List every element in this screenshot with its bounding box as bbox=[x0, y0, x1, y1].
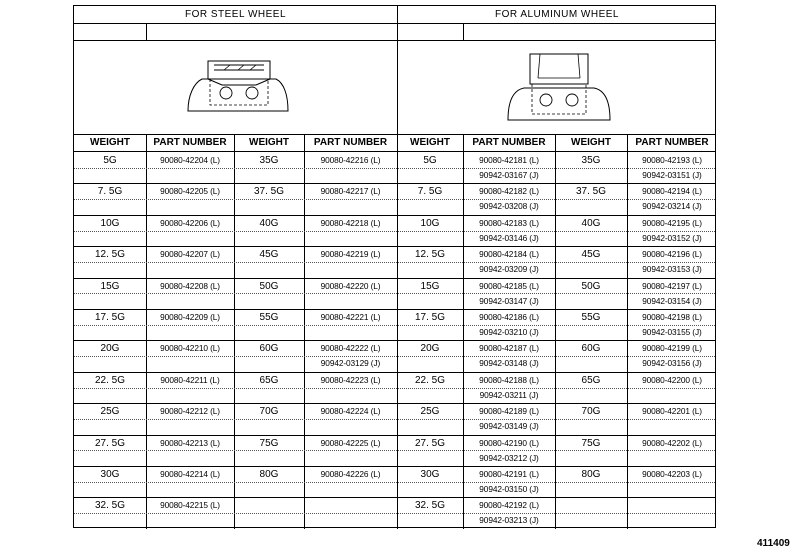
part-number-cell: 90080-42187 (L) bbox=[479, 343, 539, 354]
weight-cell: 20G bbox=[100, 343, 120, 355]
part-number-cell: 90080-42193 (L) bbox=[642, 155, 702, 165]
part-number-cell-secondary: 90942-03153 (J) bbox=[642, 264, 702, 275]
weight-cell: 10G bbox=[420, 217, 440, 229]
part-number-cell: 90080-42194 (L) bbox=[642, 186, 702, 197]
part-number-cell-secondary: 90942-03150 (J) bbox=[479, 484, 539, 494]
weight-cell: 32. 5G bbox=[414, 500, 446, 512]
col-header-part-number: PART NUMBER bbox=[153, 137, 227, 148]
row-rule bbox=[74, 372, 715, 373]
part-number-cell: 90080-42200 (L) bbox=[642, 374, 702, 385]
weight-cell: 35G bbox=[259, 155, 279, 166]
weight-cell: 15G bbox=[420, 280, 440, 292]
part-number-cell-secondary: 90942-03211 (J) bbox=[479, 389, 539, 400]
weight-cell: 75G bbox=[259, 437, 279, 449]
part-number-cell: 90080-42211 (L) bbox=[160, 374, 220, 385]
part-number-cell: 90080-42213 (L) bbox=[160, 437, 220, 448]
row-mid-rule bbox=[74, 419, 715, 420]
weight-cell: 70G bbox=[259, 406, 279, 418]
row-mid-rule bbox=[74, 199, 715, 200]
weight-cell: 30G bbox=[420, 469, 440, 480]
steel-wheel-header: FOR STEEL WHEEL bbox=[184, 9, 287, 20]
subheader-divider bbox=[146, 23, 147, 40]
col-header-weight: WEIGHT bbox=[571, 137, 611, 148]
row-mid-rule bbox=[74, 325, 715, 326]
part-number-cell: 90080-42188 (L) bbox=[479, 374, 539, 385]
part-number-cell-secondary: 90942-03155 (J) bbox=[642, 327, 702, 337]
part-number-cell: 90080-42195 (L) bbox=[642, 217, 702, 228]
part-number-cell-secondary: 90942-03209 (J) bbox=[479, 264, 539, 275]
part-number-cell: 90080-42226 (L) bbox=[320, 469, 381, 479]
part-number-cell-secondary: 90942-03154 (J) bbox=[642, 295, 702, 306]
weight-cell: 5G bbox=[423, 155, 437, 166]
part-number-cell: 90080-42196 (L) bbox=[642, 249, 702, 260]
part-number-cell-secondary: 90942-03212 (J) bbox=[479, 452, 539, 463]
parts-table bbox=[73, 5, 716, 528]
part-number-cell: 90080-42197 (L) bbox=[642, 280, 702, 291]
weight-cell: 50G bbox=[581, 280, 601, 292]
weight-cell: 65G bbox=[259, 374, 279, 386]
part-number-cell-secondary: 90942-03149 (J) bbox=[479, 421, 539, 432]
part-number-cell-secondary: 90942-03167 (J) bbox=[479, 170, 539, 180]
part-number-cell-secondary: 90942-03148 (J) bbox=[479, 358, 539, 369]
weight-cell: 17. 5G bbox=[94, 312, 126, 323]
row-mid-rule bbox=[74, 231, 715, 232]
weight-cell: 20G bbox=[420, 343, 440, 355]
weight-cell: 35G bbox=[581, 155, 601, 166]
part-number-cell: 90080-42186 (L) bbox=[479, 312, 539, 322]
part-number-cell-secondary: 90942-03214 (J) bbox=[642, 201, 702, 212]
weight-cell: 12. 5G bbox=[414, 249, 446, 261]
part-number-cell: 90080-42202 (L) bbox=[642, 437, 702, 448]
weight-cell: 55G bbox=[581, 312, 601, 323]
row-mid-rule bbox=[74, 262, 715, 263]
figure-number: 411409 bbox=[757, 538, 790, 549]
part-number-cell: 90080-42209 (L) bbox=[160, 312, 220, 322]
part-number-cell: 90080-42225 (L) bbox=[320, 437, 381, 448]
row-rule bbox=[74, 246, 715, 247]
weight-cell: 55G bbox=[259, 312, 279, 323]
col-header-part-number: PART NUMBER bbox=[635, 137, 709, 148]
part-number-cell: 90080-42208 (L) bbox=[160, 280, 220, 291]
part-number-cell: 90080-42222 (L) bbox=[320, 343, 381, 354]
weight-cell: 45G bbox=[259, 249, 279, 261]
weight-cell: 50G bbox=[259, 280, 279, 292]
weight-cell: 60G bbox=[581, 343, 601, 355]
part-number-cell: 90080-42181 (L) bbox=[479, 155, 539, 165]
part-number-cell: 90080-42218 (L) bbox=[320, 217, 381, 228]
part-number-cell-secondary: 90942-03208 (J) bbox=[479, 201, 539, 212]
row-rule bbox=[74, 403, 715, 404]
part-number-cell: 90080-42215 (L) bbox=[160, 500, 220, 511]
part-number-cell: 90080-42210 (L) bbox=[160, 343, 220, 354]
row-rule bbox=[74, 183, 715, 184]
row-rule bbox=[74, 278, 715, 279]
row-rule bbox=[74, 340, 715, 341]
weight-cell: 22. 5G bbox=[414, 374, 446, 386]
rule bbox=[74, 40, 715, 41]
weight-cell: 80G bbox=[259, 469, 279, 480]
rule bbox=[74, 23, 715, 24]
aluminum-wheel-header: FOR ALUMINUM WHEEL bbox=[494, 9, 619, 20]
rule bbox=[74, 134, 715, 135]
part-number-cell-secondary: 90942-03152 (J) bbox=[642, 232, 702, 243]
weight-cell: 27. 5G bbox=[414, 437, 446, 449]
col-header-weight: WEIGHT bbox=[90, 137, 130, 148]
weight-cell: 40G bbox=[259, 217, 279, 229]
part-number-cell: 90080-42214 (L) bbox=[160, 469, 220, 479]
part-number-cell: 90080-42182 (L) bbox=[479, 186, 539, 197]
weight-cell: 45G bbox=[581, 249, 601, 261]
row-mid-rule bbox=[74, 450, 715, 451]
col-header-weight: WEIGHT bbox=[410, 137, 450, 148]
subheader-divider bbox=[463, 23, 464, 40]
part-number-cell: 90080-42191 (L) bbox=[479, 469, 539, 479]
part-number-cell: 90080-42204 (L) bbox=[160, 155, 220, 165]
part-number-cell: 90080-42201 (L) bbox=[642, 406, 702, 417]
part-number-cell-secondary: 90942-03147 (J) bbox=[479, 295, 539, 306]
col-header-weight: WEIGHT bbox=[249, 137, 289, 148]
part-number-cell: 90080-42219 (L) bbox=[320, 249, 381, 260]
col-header-part-number: PART NUMBER bbox=[472, 137, 546, 148]
row-mid-rule bbox=[74, 513, 715, 514]
rule bbox=[74, 151, 715, 152]
part-number-cell: 90080-42216 (L) bbox=[320, 155, 381, 165]
part-number-cell: 90080-42207 (L) bbox=[160, 249, 220, 260]
weight-cell: 65G bbox=[581, 374, 601, 386]
part-number-cell: 90080-42199 (L) bbox=[642, 343, 702, 354]
steel-wheel-weight-illustration bbox=[184, 53, 294, 123]
row-rule bbox=[74, 309, 715, 310]
part-number-cell: 90080-42224 (L) bbox=[320, 406, 381, 417]
row-rule bbox=[74, 215, 715, 216]
row-rule bbox=[74, 435, 715, 436]
part-number-cell: 90080-42206 (L) bbox=[160, 217, 220, 228]
part-number-cell: 90080-42203 (L) bbox=[642, 469, 702, 479]
part-number-cell: 90080-42198 (L) bbox=[642, 312, 702, 322]
aluminum-wheel-weight-illustration bbox=[504, 48, 614, 128]
part-number-cell: 90080-42189 (L) bbox=[479, 406, 539, 417]
weight-cell: 60G bbox=[259, 343, 279, 355]
weight-cell: 70G bbox=[581, 406, 601, 418]
part-number-cell-secondary: 90942-03146 (J) bbox=[479, 232, 539, 243]
weight-cell: 10G bbox=[100, 217, 120, 229]
weight-cell: 15G bbox=[100, 280, 120, 292]
part-number-cell: 90080-42183 (L) bbox=[479, 217, 539, 228]
weight-cell: 12. 5G bbox=[94, 249, 126, 261]
weight-cell: 22. 5G bbox=[94, 374, 126, 386]
row-mid-rule bbox=[74, 293, 715, 294]
weight-cell: 25G bbox=[100, 406, 120, 418]
part-number-cell: 90080-42184 (L) bbox=[479, 249, 539, 260]
part-number-cell-secondary: 90942-03210 (J) bbox=[479, 327, 539, 337]
part-number-cell-secondary: 90942-03156 (J) bbox=[642, 358, 702, 369]
row-rule bbox=[74, 497, 715, 498]
part-number-cell: 90080-42223 (L) bbox=[320, 374, 381, 385]
part-number-cell-secondary: 90942-03129 (J) bbox=[320, 358, 381, 369]
part-number-cell: 90080-42190 (L) bbox=[479, 437, 539, 448]
row-rule bbox=[74, 466, 715, 467]
part-number-cell: 90080-42221 (L) bbox=[320, 312, 381, 322]
weight-cell: 75G bbox=[581, 437, 601, 449]
part-number-cell-secondary: 90942-03151 (J) bbox=[642, 170, 702, 180]
row-mid-rule bbox=[74, 168, 715, 169]
part-number-cell: 90080-42185 (L) bbox=[479, 280, 539, 291]
weight-cell: 30G bbox=[100, 469, 120, 480]
weight-cell: 32. 5G bbox=[94, 500, 126, 512]
part-number-cell: 90080-42212 (L) bbox=[160, 406, 220, 417]
weight-cell: 80G bbox=[581, 469, 601, 480]
weight-cell: 27. 5G bbox=[94, 437, 126, 449]
weight-cell: 7. 5G bbox=[417, 186, 443, 198]
col-header-part-number: PART NUMBER bbox=[313, 137, 388, 148]
part-number-cell: 90080-42220 (L) bbox=[320, 280, 381, 291]
part-number-cell: 90080-42217 (L) bbox=[320, 186, 381, 197]
weight-cell: 5G bbox=[103, 155, 117, 166]
row-mid-rule bbox=[74, 482, 715, 483]
part-number-cell: 90080-42205 (L) bbox=[160, 186, 220, 197]
row-mid-rule bbox=[74, 356, 715, 357]
weight-cell: 17. 5G bbox=[414, 312, 446, 323]
row-mid-rule bbox=[74, 388, 715, 389]
weight-cell: 37. 5G bbox=[253, 186, 285, 198]
weight-cell: 25G bbox=[420, 406, 440, 418]
weight-cell: 37. 5G bbox=[575, 186, 607, 198]
weight-cell: 40G bbox=[581, 217, 601, 229]
weight-cell: 7. 5G bbox=[97, 186, 123, 198]
part-number-cell-secondary: 90942-03213 (J) bbox=[479, 515, 539, 526]
part-number-cell: 90080-42192 (L) bbox=[479, 500, 539, 511]
